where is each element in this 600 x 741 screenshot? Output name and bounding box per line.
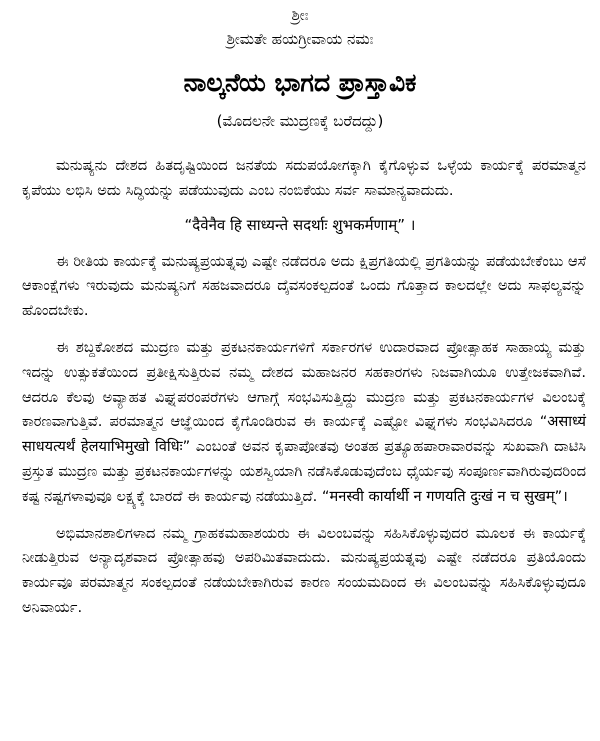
- paragraph-3: ಈ ಶಬ್ದಕೋಶದ ಮುದ್ರಣ ಮತ್ತು ಪ್ರಕಟನಕಾರ್ಯಗಳಿಗೆ ಸರ್ಕಾರಗಳ ಉದಾರವಾದ ಪ್ರೋತ್ಸಾಹಕ ಸಾಹಾಯ್ಯ ಮತ್ತು ಇದನ್ನು ಉತ್ಸುಕತೆಯಿಂದ ಪ್ರತೀಕ್ಷಿಸುತ್ತಿರುವ ನಮ್ಮ ದೇಶದ ಮಹಾಜನರ ಸಹಕಾರಗಳು ನಿಜವಾಗಿಯೂ ಉತ್ತೇಜಕವಾಗಿವೆ. ಆದರೂ ಕೆಲವು ಅವ್ಯಾಹತ ವಿಘ್ನಪರಂಪರೆಗಳು ಆಗಾಗ್ಗೆ ಸಂಭವಿಸುತ್ತಿದ್ದು ಮುದ್ರಣ ಮತ್ತು ಪ್ರಕಟನಕಾರ್ಯಗಳ ವಿಲಂಬಕ್ಕೆ ಕಾರಣವಾಗುತ್ತಿವೆ. ಪರಮಾತ್ಮನ ಆಜ್ಞೆಯಿಂದ ಕೈಗೊಂಡಿರುವ ಈ ಕಾರ್ಯಕ್ಕೆ ಎಷ್ಟೋ ವಿಘ್ನಗಳು ಸಂಭವಿಸಿದರೂ “असाध्यं साधयत्यर्थं हेलयाभिमुखो विधिः” ಎಂಬಂತೆ ಅವನ ಕೃಪಾಪೋತವು ಅಂತಹ ಪ್ರತ್ಯೂಹಪಾರಾವಾರವನ್ನು ಸುಖವಾಗಿ ದಾಟಿಸಿ ಪ್ರಸ್ತುತ ಮುದ್ರಣ ಮತ್ತು ಪ್ರಕಟನಕಾರ್ಯಗಳನ್ನು ಯಶಸ್ವಿಯಾಗಿ ನಡೆಸಿಕೊಡುವುದೆಂಬ ಧೈರ್ಯವು ಸಂಪೂರ್ಣವಾಗಿರುವುದರಿಂದ ಕಷ್ಟ ನಷ್ಟಗಳಾವುವೂ ಲಕ್ಷ್ಯಕ್ಕೆ ಬಾರದೆ ಈ ಕಾರ್ಯವು ನಡೆಯುತ್ತಿದೆ. “मनस्वी कार्यार्थी न गणयति दुःखं न च सुखम्”।: [22, 338, 586, 505]
- paragraph-4: ಅಭಿಮಾನಶಾಲಿಗಳಾದ ನಮ್ಮ ಗ್ರಾಹಕಮಹಾಶಯರು ಈ ವಿಲಂಬವನ್ನು ಸಹಿಸಿಕೊಳ್ಳುವುದರ ಮೂಲಕ ಈ ಕಾರ್ಯಕ್ಕೆ ನೀಡುತ್ತಿರುವ ಅನ್ಯಾದೃಶವಾದ ಪ್ರೋತ್ಸಾಹವು ಅಪರಿಮಿತವಾದುದು. ಮನುಷ್ಯಪ್ರಯತ್ನವು ಎಷ್ಟೇ ನಡೆದರೂ ಪ್ರತಿಯೊಂದು ಕಾರ್ಯವೂ ಪರಮಾತ್ಮನ ಸಂಕಲ್ಪದಂತೆ ನಡೆಯಬೇಕಾಗಿರುವ ಕಾರಣ ಸಂಯಮದಿಂದ ಈ ವಿಲಂಬವನ್ನು ಸಹಿಸಿಕೊಳ್ಳುವುದೂ ಅನಿವಾರ್ಯ.: [22, 524, 586, 616]
- sanskrit-quote: “दैवेनैव हि साध्यन्ते सदर्थाः शुभकर्मणाम्” ।: [184, 215, 416, 234]
- invocation-line: ಶ್ರೀಮತೇ ಹಯಗ್ರೀವಾಯ ನಮಃ: [226, 30, 374, 48]
- shri-invocation: ಶ್ರೀಃ: [291, 6, 309, 24]
- paragraph-2: ಈ ರೀತಿಯ ಕಾರ್ಯಕ್ಕೆ ಮನುಷ್ಯಪ್ರಯತ್ನವು ಎಷ್ಟೇ ನಡೆದರೂ ಅದು ಕ್ಷಿಪ್ರಗತಿಯಲ್ಲಿ ಪ್ರಗತಿಯನ್ನು ಪಡೆಯಬೇಕೆಂಬು ಆಸೆ ಆಕಾಂಕ್ಷೆಗಳು ಇರುವುದು ಮನುಷ್ಯನಿಗೆ ಸಹಜವಾದರೂ ದೈವಸಂಕಲ್ಪದಂತೆ ಒಂದು ಗೊತ್ತಾದ ಕಾಲದಲ್ಲೇ ಅದು ಸಾಫಲ್ಯವನ್ನು ಹೊಂದಬೇಕು.: [22, 252, 586, 320]
- paragraph-1: ಮನುಷ್ಯನು ದೇಶದ ಹಿತದೃಷ್ಟಿಯಿಂದ ಜನತೆಯ ಸದುಪಯೋಗಕ್ಕಾಗಿ ಕೈಗೊಳ್ಳುವ ಒಳ್ಳೆಯ ಕಾರ್ಯಕ್ಕೆ ಪರಮಾತ್ಮನ ಕೃಪೆಯು ಲಭಿಸಿ ಅದು ಸಿದ್ಧಿಯನ್ನು ಪಡೆಯುವುದು ಎಂಬ ನಂಬಿಕೆಯು ಸರ್ವ ಸಾಮಾನ್ಯವಾದುದು.: [22, 157, 586, 199]
- page-subtitle: (ಮೊದಲನೇ ಮುದ್ರಣಕ್ಕೆ ಬರೆದದ್ದು): [216, 112, 384, 130]
- page-title: ನಾಲ್ಕನೆಯ ಭಾಗದ ಪ್ರಾಸ್ತಾವಿಕ: [183, 68, 417, 97]
